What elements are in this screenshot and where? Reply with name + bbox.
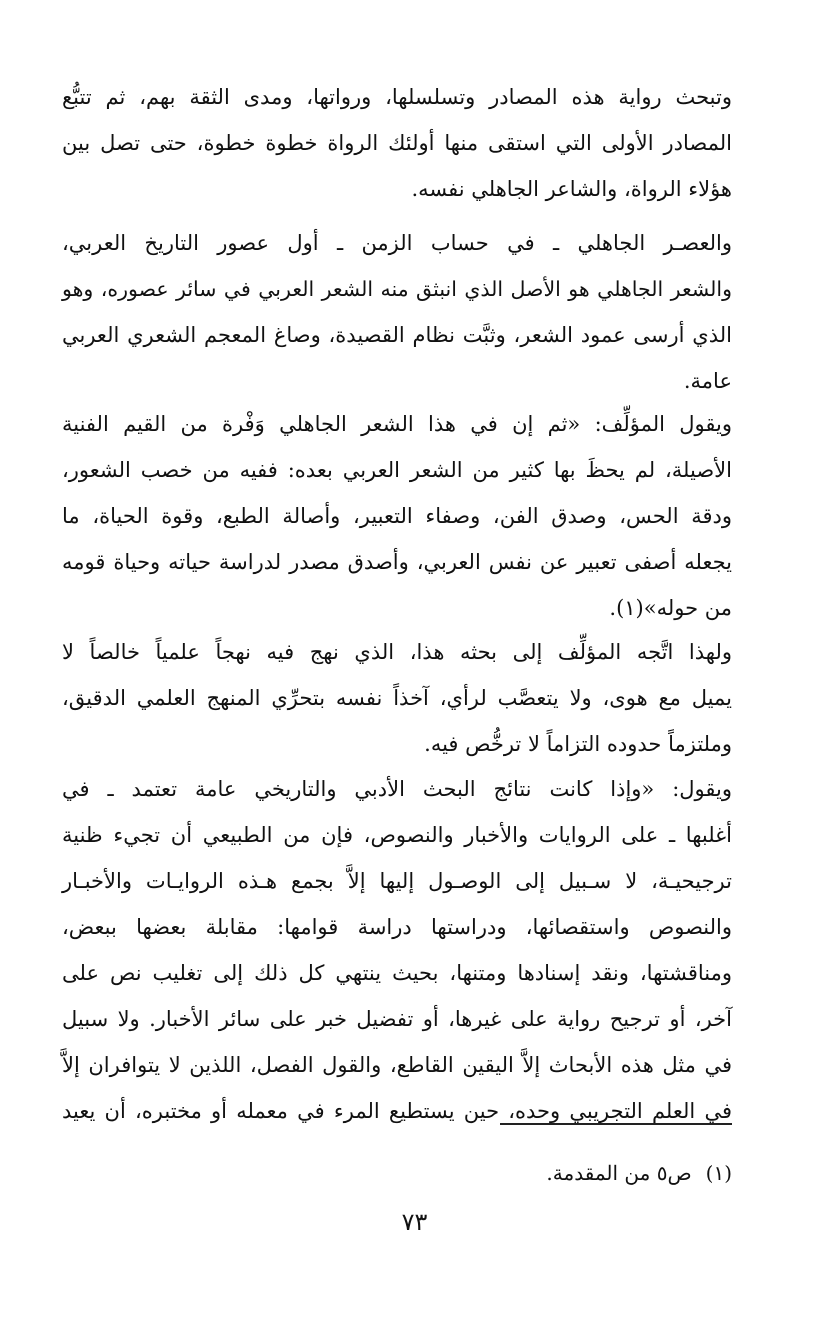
- text-line: ولهذا اتَّجه المؤلِّف إلى بحثه هذا، الذي نهج فيه نهجاً علمياً خالصاً لا: [62, 640, 732, 664]
- text-line: والنصوص واستقصائها، ودراستها دراسة قوامها: مقابلة بعضها ببعض،: [62, 915, 732, 939]
- text-line: في مثل هذه الأبحاث إلاَّ اليقين القاطع، والقول الفصل، اللذين لا يتوافران إلاَّ: [62, 1053, 732, 1077]
- text-line: يجعله أصفى تعبير عن نفس العربي، وأصدق مصدر لدراسة حياته وحياة قومه: [62, 550, 732, 574]
- text-line: يميل مع هوى، ولا يتعصَّب لرأي، آخذاً نفسه بتحرِّي المنهج العلمي الدقيق،: [62, 686, 732, 710]
- text-line: هؤلاء الرواة، والشاعر الجاهلي نفسه.: [411, 177, 732, 201]
- text-line: والعصـر الجاهلي ـ في حساب الزمن ـ أول عصور التاريخ العربي،: [62, 231, 732, 255]
- footnote-text: ص٥ من المقدمة.: [546, 1161, 692, 1185]
- text-line: ويقول المؤلِّف: «ثم إن في هذا الشعر الجاهلي وَفْرة من القيم الفنية: [62, 412, 732, 436]
- text-line: ودقة الحس، وصدق الفن، وصفاء التعبير، وأصالة الطبع، وقوة الحياة، ما: [62, 504, 732, 528]
- text-line: من حوله»(١).: [609, 596, 732, 620]
- paragraph-1: [62, 74, 732, 212]
- paragraph-4: [62, 629, 732, 767]
- text-line: المصادر الأولى التي استقى منها أولئك الرواة خطوة خطوة، حتى تصل بين: [62, 131, 732, 155]
- paragraph-2: [62, 220, 732, 404]
- text-line: وملتزماً حدوده التزاماً لا ترخُّص فيه.: [424, 732, 732, 756]
- page-number: ٧٣: [401, 1208, 428, 1236]
- text-line: ترجيحيـة، لا سـبيل إلى الوصـول إليها إلاَّ بجمع هـذه الروايـات والأخبـار: [62, 869, 732, 893]
- footnote: [546, 1156, 732, 1190]
- text-line: الذي أرسى عمود الشعر، وثبَّت نظام القصيدة، وصاغ المعجم الشعري العربي: [62, 323, 732, 347]
- footnote-marker: (١): [705, 1161, 732, 1185]
- text-line: والشعر الجاهلي هو الأصل الذي انبثق منه الشعر العربي في سائر عصوره، وهو: [62, 277, 732, 301]
- footnote-divider: [500, 1123, 732, 1125]
- text-line: عامة.: [683, 369, 732, 393]
- text-line: وتبحث رواية هذه المصادر وتسلسلها، ورواتها، ومدى الثقة بهم، ثم تتبُّع: [62, 85, 732, 109]
- text-line: في العلم التجريبي وحده، حين يستطيع المرء في معمله أو مختبره، أن يعيد: [62, 1099, 732, 1123]
- text-line: أغلبها ـ على الروايات والأخبار والنصوص، فإن من الطبيعي أن تجيء ظنية: [62, 823, 732, 847]
- text-line: آخر، أو ترجيح رواية على غيرها، أو تفضيل خبر على سائر الأخبار. ولا سبيل: [62, 1007, 732, 1031]
- text-line: ويقول: «وإذا كانت نتائج البحث الأدبي والتاريخي عامة تعتمد ـ في: [62, 777, 732, 801]
- text-line: الأصيلة، لم يحظَ بها كثير من الشعر العربي بعده: ففيه من خصب الشعور،: [62, 458, 732, 482]
- paragraph-3: [62, 401, 732, 631]
- text-line: ومناقشتها، ونقد إسنادها ومتنها، بحيث ينتهي كل ذلك إلى تغليب نص على: [62, 961, 732, 985]
- paragraph-5: [62, 766, 732, 1134]
